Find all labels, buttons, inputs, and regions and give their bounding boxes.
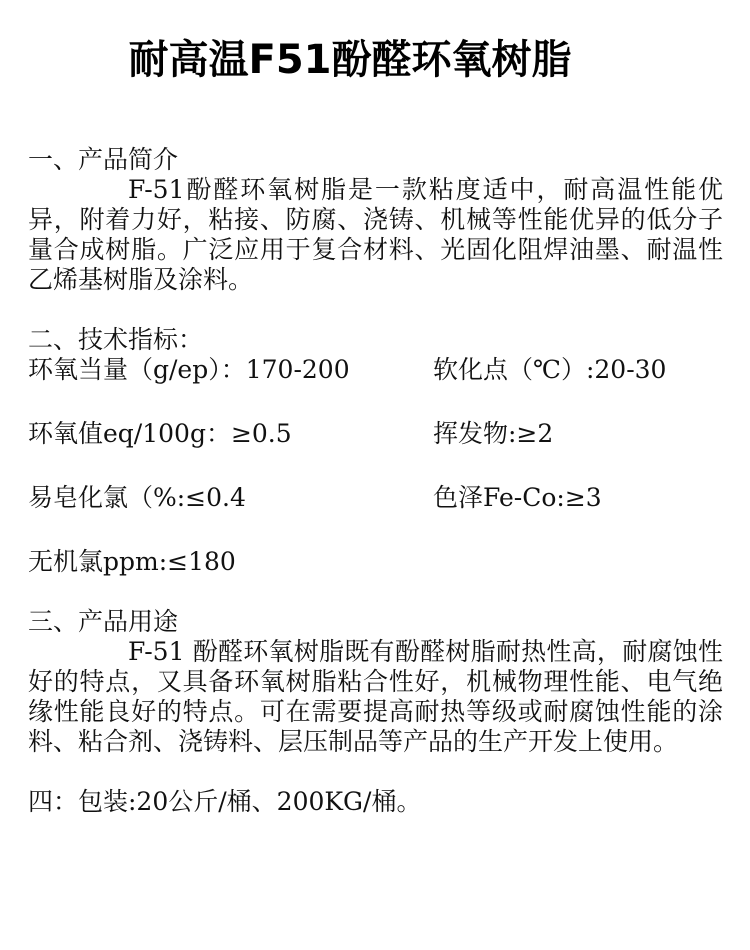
section-heading-usage: 三、产品用途 <box>28 607 179 636</box>
usage-paragraph: F-51 酚醛环氧树脂既有酚醛树脂耐热性高，耐腐蚀性好的特点，又具备环氧树脂粘合性好，机械物理性能、电气绝缘性能良好的特点。可在需要提高耐热等级或耐腐蚀性能的涂料、粘合剂、浇铸料、层压制品等产品的生产开发上使用。 <box>28 637 723 756</box>
spec-epoxy-value: 环氧值eq/100g：≥0.5 <box>28 419 292 448</box>
spacer <box>28 757 723 787</box>
document-body <box>28 145 723 817</box>
spec-row <box>28 419 723 449</box>
spec-row <box>28 355 723 385</box>
spec-volatiles: 挥发物:≥2 <box>433 419 554 448</box>
spec-hydrolyzable-chlorine: 易皂化氯（%:≤0.4 <box>28 483 246 512</box>
section-heading-intro: 一、产品简介 <box>28 145 179 174</box>
spec-color: 色泽Fe-Co:≥3 <box>433 483 602 512</box>
section-heading-specs: 二、技术指标： <box>28 325 204 354</box>
packaging-line: 四：包装:20公斤/桶、200KG/桶。 <box>28 787 422 816</box>
intro-paragraph: F-51酚醛环氧树脂是一款粘度适中，耐高温性能优异，附着力好，粘接、防腐、浇铸、机械等性能优异的低分子量合成树脂。广泛应用于复合材料、光固化阻焊油墨、耐温性乙烯基树脂及涂料。 <box>28 175 723 294</box>
spacer <box>28 577 723 607</box>
spacer <box>28 295 723 325</box>
spec-epoxy-equivalent: 环氧当量（g/ep）：170-200 <box>28 355 350 384</box>
spec-inorganic-chlorine: 无机氯ppm:≤180 <box>28 547 236 576</box>
spec-softening-point: 软化点（℃）:20-30 <box>433 355 667 384</box>
spec-row <box>28 483 723 513</box>
page-title: 耐高温F51酚醛环氧树脂 <box>128 37 572 83</box>
